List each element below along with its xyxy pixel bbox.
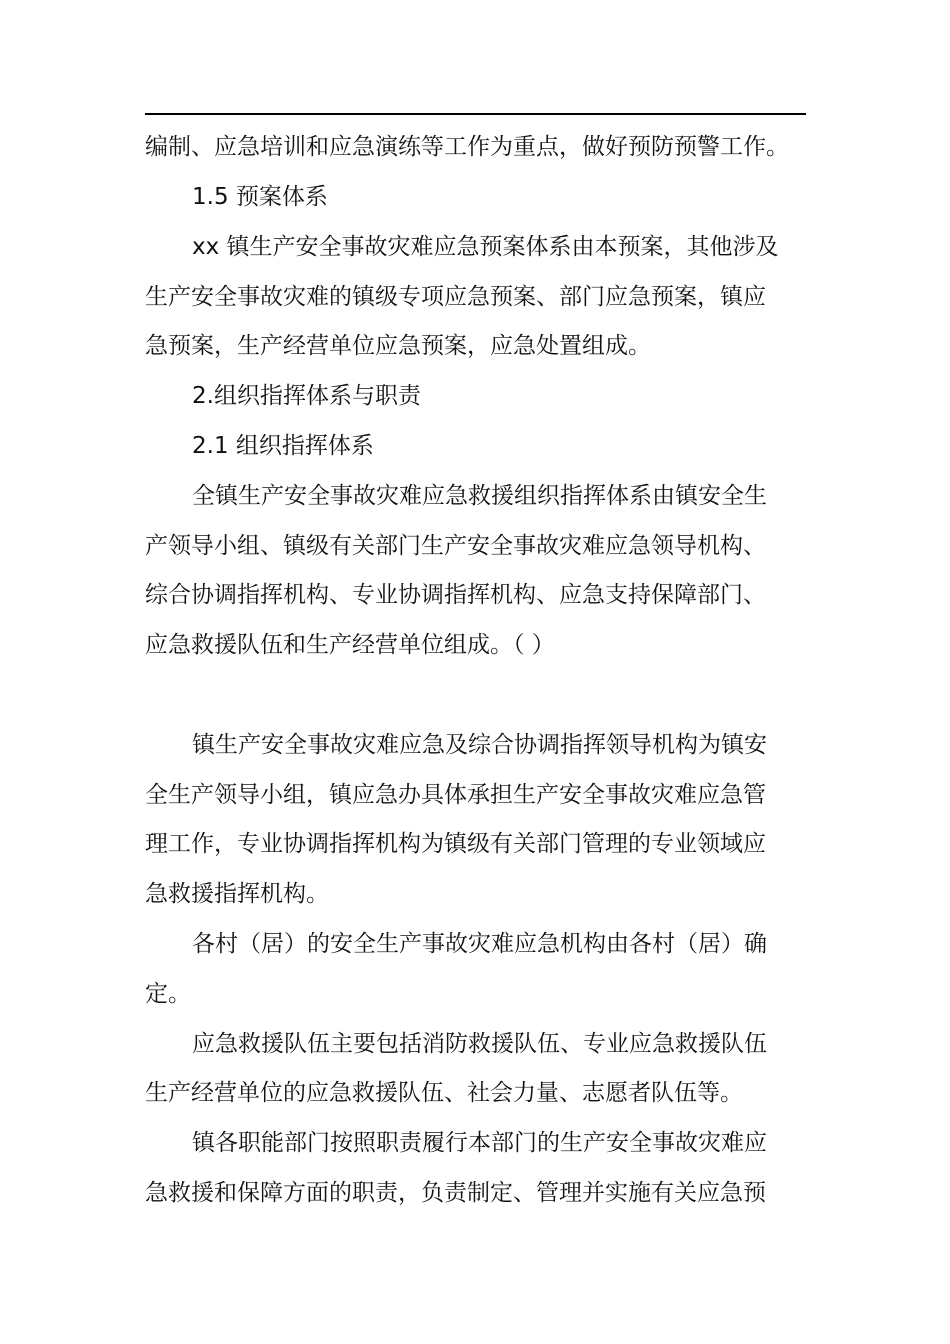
section-heading-1-5: 1.5 预案体系 [192,184,328,210]
paragraph-line: 应急救援队伍主要包括消防救援队伍、专业应急救援队伍 [192,1031,767,1057]
paragraph-line: 急救援和保障方面的职责，负责制定、管理并实施有关应急预 [145,1180,766,1206]
paragraph-line: 综合协调指挥机构、专业协调指挥机构、应急支持保障部门、 [145,582,766,608]
paragraph-line: 应急救援队伍和生产经营单位组成。（ ） [145,632,555,658]
paragraph-line: 各村（居）的安全生产事故灾难应急机构由各村（居）确 [192,931,767,957]
paragraph-line: 理工作，专业协调指挥机构为镇级有关部门管理的专业领域应 [145,831,766,857]
paragraph-line: xx 镇生产安全事故灾难应急预案体系由本预案，其他涉及 [192,234,779,260]
paragraph-line: 全镇生产安全事故灾难应急救援组织指挥体系由镇安全生 [192,483,767,509]
paragraph-line: 定。 [145,981,191,1007]
paragraph-line: 编制、应急培训和应急演练等工作为重点，做好预防预警工作。 [145,134,789,160]
paragraph-line: 镇各职能部门按照职责履行本部门的生产安全事故灾难应 [192,1130,767,1156]
paragraph-line: 急救援指挥机构。 [145,881,329,907]
paragraph-line: 生产安全事故灾难的镇级专项应急预案、部门应急预案，镇应 [145,284,766,310]
section-heading-2: 2.组织指挥体系与职责 [192,383,421,409]
paragraph-line: 产领导小组、镇级有关部门生产安全事故灾难应急领导机构、 [145,533,766,559]
paragraph-line: 急预案，生产经营单位应急预案，应急处置组成。 [145,333,651,359]
section-heading-2-1: 2.1 组织指挥体系 [192,433,374,459]
paragraph-line: 生产经营单位的应急救援队伍、社会力量、志愿者队伍等。 [145,1080,743,1106]
paragraph-line: 镇生产安全事故灾难应急及综合协调指挥领导机构为镇安 [192,732,767,758]
paragraph-line: 全生产领导小组，镇应急办具体承担生产安全事故灾难应急管 [145,782,766,808]
header-rule [145,113,806,115]
